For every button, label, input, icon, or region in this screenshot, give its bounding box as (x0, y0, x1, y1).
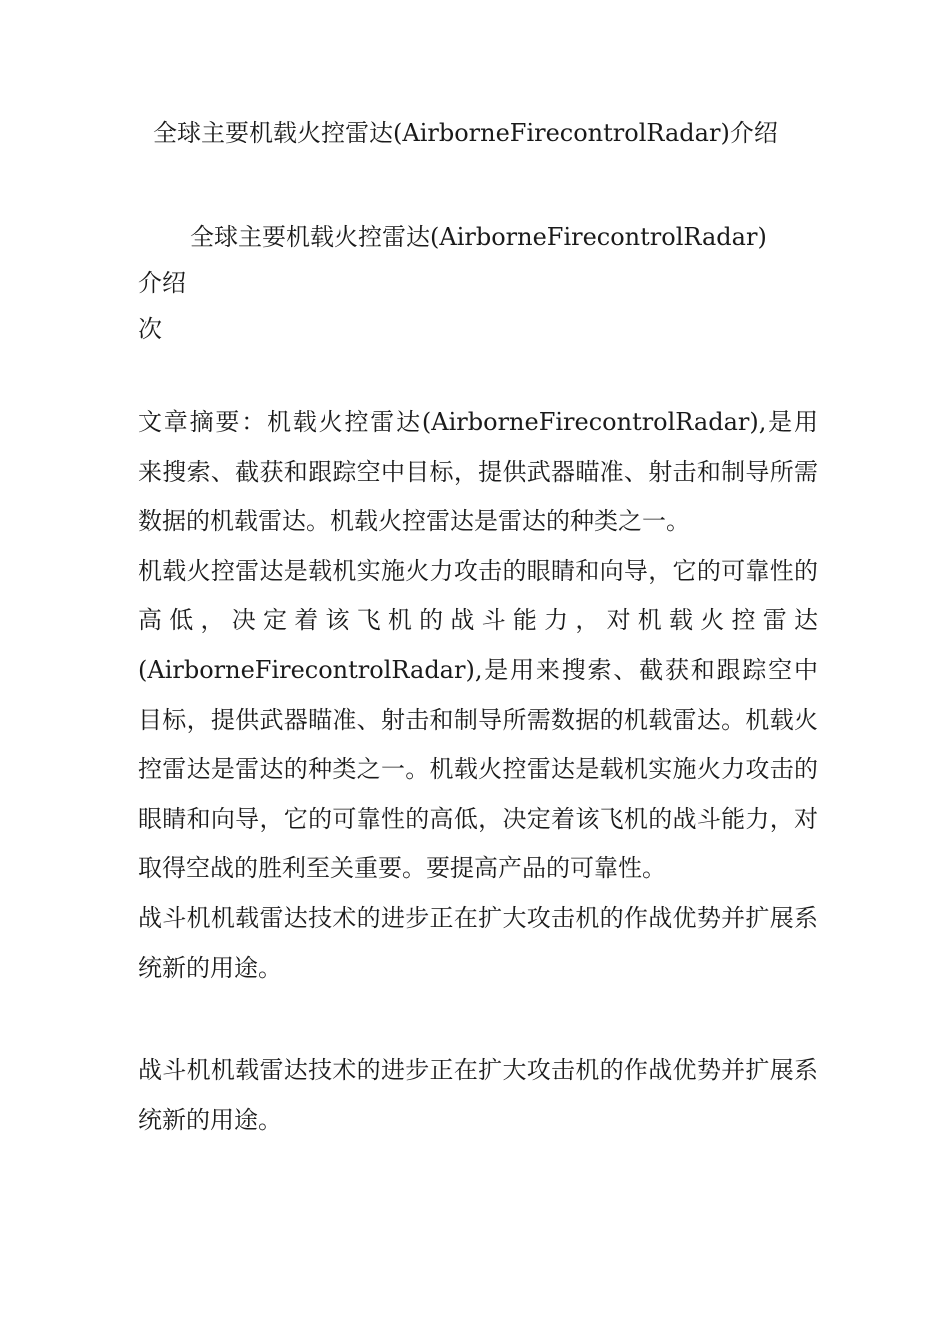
document-subtitle: 次 (138, 315, 162, 343)
body-paragraph: 机载火控雷达是载机实施火力攻击的眼睛和向导，它的可靠性的高低，决定着该飞机的战斗能力，对机载火控雷达(AirborneFirecontrolRadar),是用来搜索、截获和跟踪空中目标，提供武器瞄准、射击和制导所需数据的机载雷达。机载火控雷达是雷达的种类之一。机载火控雷达是载机实施火力攻击的眼睛和向导，它的可靠性的高低，决定着该飞机的战斗能力，对取得空战的胜利至关重要。要提高产品的可靠性。 (138, 556, 818, 883)
body-paragraph: 战斗机机载雷达技术的进步正在扩大攻击机的作战优势并扩展系统新的用途。 (138, 903, 818, 982)
page-header-title: 全球主要机载火控雷达(AirborneFirecontrolRadar)介绍 (153, 119, 778, 147)
closing-paragraph: 战斗机机载雷达技术的进步正在扩大攻击机的作战优势并扩展系统新的用途。 (138, 1056, 818, 1134)
abstract-paragraph: 文章摘要：机载火控雷达(AirborneFirecontrolRadar),是用来搜索、截获和跟踪空中目标，提供武器瞄准、射击和制导所需数据的机载雷达。机载火控雷达是雷达的种类之一。 (138, 408, 818, 536)
closing-section (138, 1046, 818, 1145)
abstract-section (138, 398, 818, 993)
document-title: 全球主要机载火控雷达(AirborneFirecontrolRadar)介绍 (138, 223, 767, 297)
